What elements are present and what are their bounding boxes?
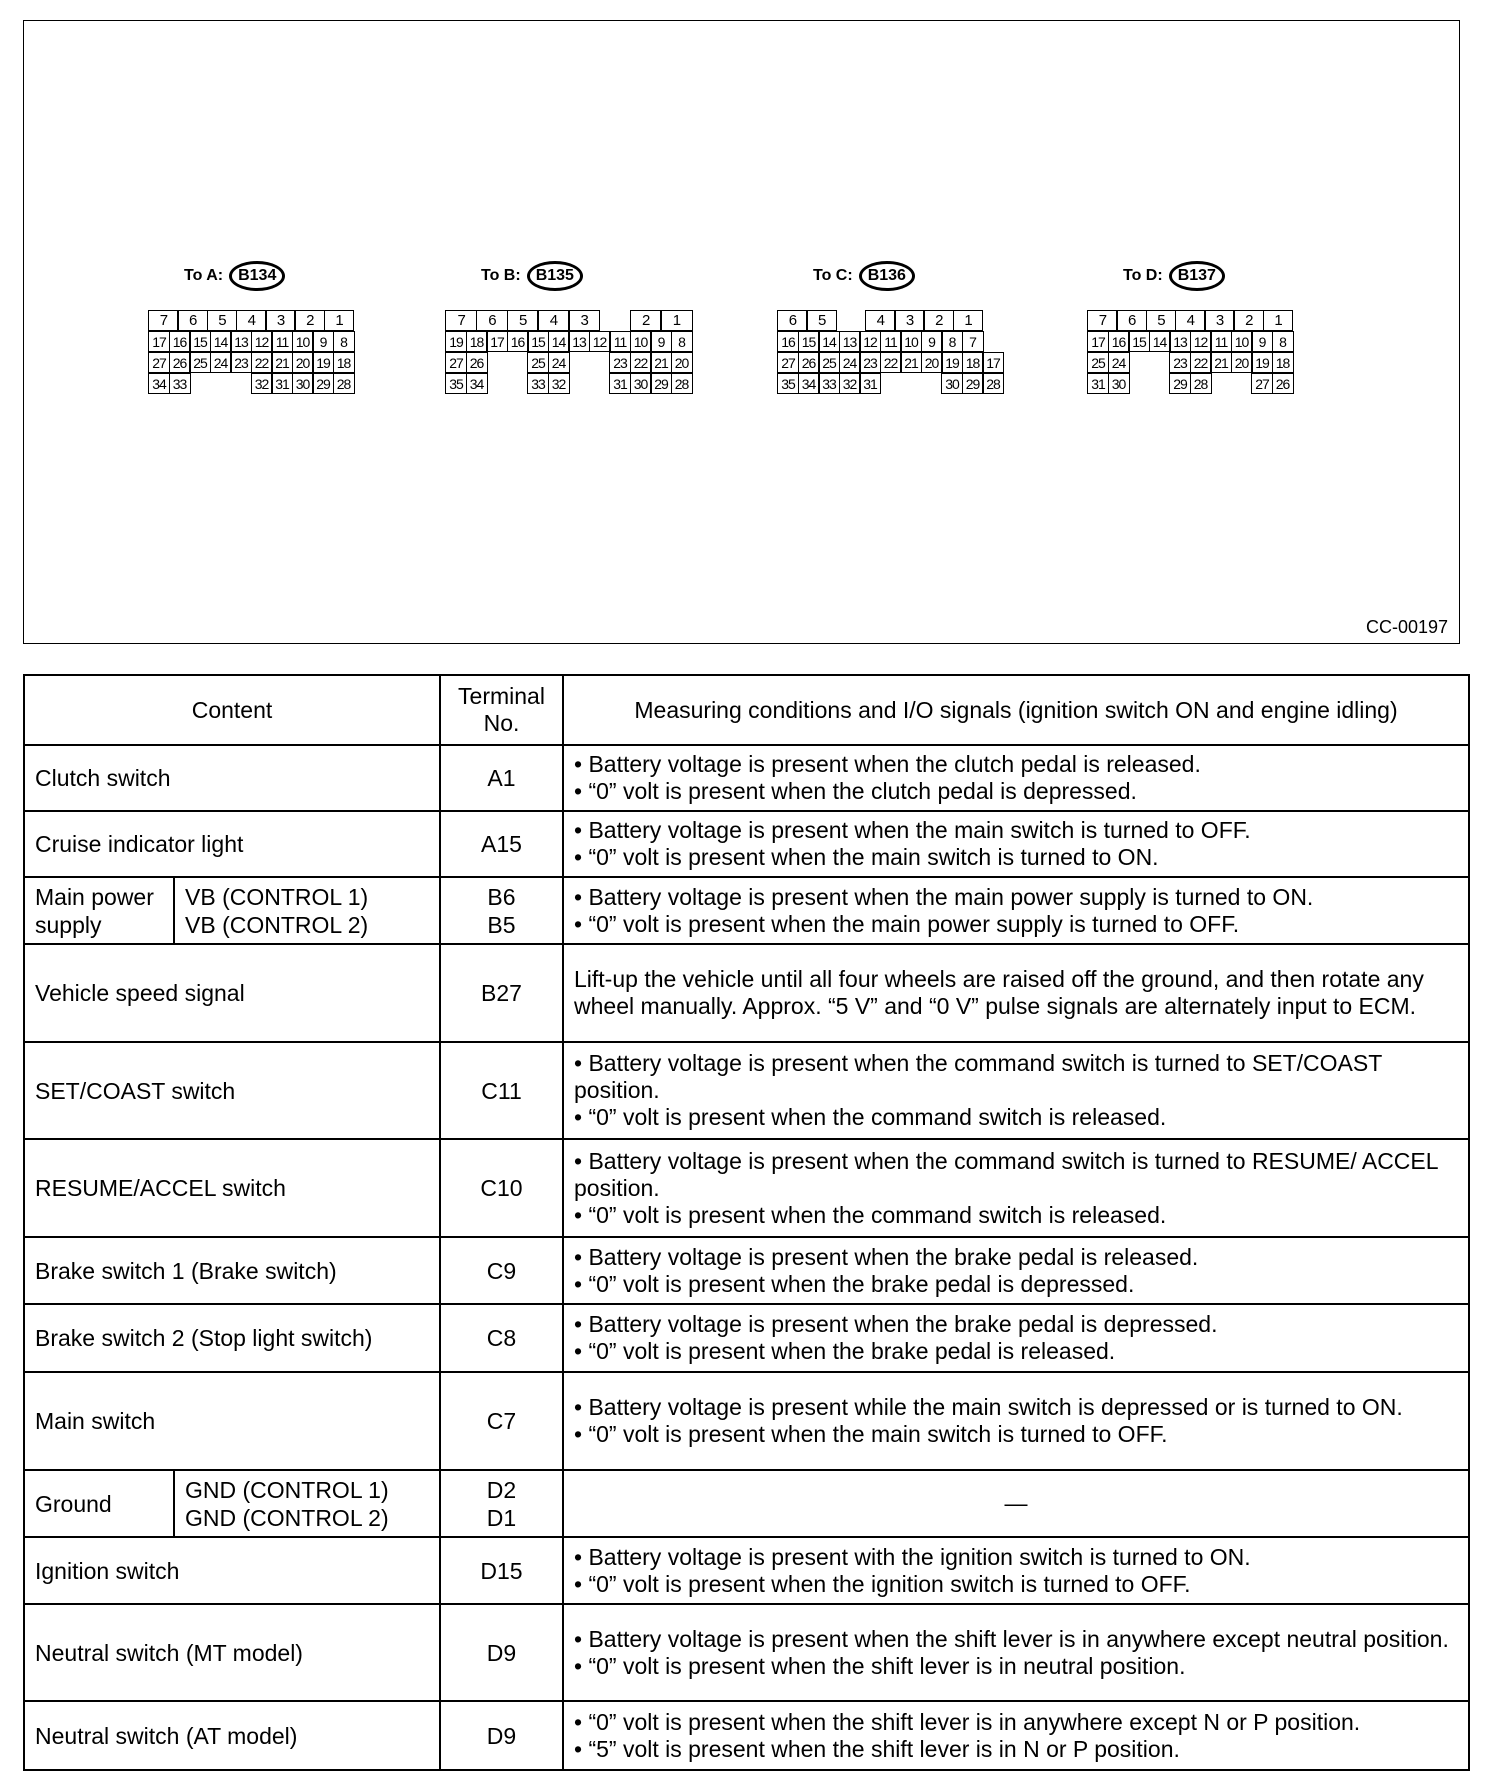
pin: 22 bbox=[630, 352, 652, 373]
pin: 31 bbox=[271, 373, 293, 394]
pin: 7 bbox=[445, 310, 477, 331]
condition-line: • Battery voltage is present when the brake pedal is depressed. bbox=[574, 1311, 1218, 1337]
pin: 22 bbox=[1190, 352, 1212, 373]
header-terminal: Terminal No. bbox=[440, 675, 563, 745]
pin: 24 bbox=[1108, 352, 1130, 373]
pin: 5 bbox=[806, 310, 837, 331]
pin: 26 bbox=[798, 352, 820, 373]
connector-label: To A: bbox=[184, 267, 224, 284]
content-cell: Ignition switch bbox=[24, 1537, 440, 1604]
pin: 25 bbox=[818, 352, 840, 373]
terminal-no: C9 bbox=[440, 1237, 563, 1304]
pin: 27 bbox=[445, 352, 467, 373]
condition-line: • Battery voltage is present when the brake pedal is released. bbox=[574, 1243, 1199, 1270]
pin: 14 bbox=[548, 331, 570, 352]
condition-line: • “0” volt is present when the shift lever is in neutral position. bbox=[574, 1652, 1186, 1679]
pin bbox=[210, 373, 232, 394]
terminal-no: B6 bbox=[487, 883, 516, 910]
sub-content: GND (CONTROL 1) bbox=[185, 1476, 389, 1503]
content-cell: Ground bbox=[24, 1470, 174, 1537]
pin bbox=[486, 352, 508, 373]
pin bbox=[900, 373, 922, 394]
pin: 24 bbox=[839, 352, 861, 373]
pin: 28 bbox=[333, 373, 355, 394]
pin: 6 bbox=[777, 310, 808, 331]
figure-code: CC-00197 bbox=[1365, 617, 1448, 637]
pin bbox=[1149, 352, 1171, 373]
pin: 20 bbox=[292, 352, 314, 373]
terminal-no: D1 bbox=[486, 1504, 517, 1531]
pin bbox=[1231, 373, 1253, 394]
pin: 35 bbox=[445, 373, 467, 394]
terminal-no: A1 bbox=[440, 745, 563, 811]
table-row bbox=[24, 1139, 1469, 1237]
pin: 8 bbox=[671, 331, 693, 352]
pin bbox=[921, 373, 943, 394]
pin: 8 bbox=[1272, 331, 1294, 352]
pin: 7 bbox=[148, 310, 179, 331]
condition-line: • Battery voltage is present when the command switch is turned to SET/COAST position. bbox=[574, 1050, 1382, 1103]
condition-line: • “0” volt is present when the command switch is released. bbox=[574, 1201, 1167, 1228]
pin: 31 bbox=[859, 373, 881, 394]
pin: 5 bbox=[207, 310, 238, 331]
pin: 22 bbox=[880, 352, 902, 373]
header-content: Content bbox=[24, 675, 440, 745]
pin: 32 bbox=[251, 373, 273, 394]
table-row bbox=[24, 811, 1469, 877]
content-cell: Vehicle speed signal bbox=[24, 944, 440, 1042]
pin: 2 bbox=[294, 310, 325, 331]
pin: 30 bbox=[941, 373, 963, 394]
terminal-no: B5 bbox=[487, 911, 516, 938]
connector-label: To D: bbox=[1123, 267, 1163, 284]
sub-content: VB (CONTROL 1) bbox=[185, 883, 369, 910]
pin: 28 bbox=[671, 373, 693, 394]
condition-line: • “0” volt is present when the ignition switch is turned to OFF. bbox=[574, 1570, 1191, 1597]
pin: 19 bbox=[941, 352, 963, 373]
condition-line: • “5” volt is present when the shift lever is in N or P position. bbox=[574, 1735, 1180, 1762]
pin: 16 bbox=[777, 331, 799, 352]
condition-line: • Battery voltage is present when the main power supply is turned to ON. bbox=[574, 883, 1314, 910]
condition-line: • “0” volt is present when the brake pedal is released. bbox=[574, 1338, 1116, 1364]
pin: 4 bbox=[1175, 310, 1206, 331]
pin: 29 bbox=[312, 373, 334, 394]
pin: 20 bbox=[1231, 352, 1253, 373]
pin: 2 bbox=[1233, 310, 1264, 331]
pin: 4 bbox=[236, 310, 267, 331]
pin bbox=[230, 373, 252, 394]
content-cell: Cruise indicator light bbox=[24, 811, 440, 877]
pin bbox=[507, 373, 529, 394]
pin: 3 bbox=[894, 310, 925, 331]
content-cell: Neutral switch (MT model) bbox=[24, 1604, 440, 1701]
table-row bbox=[24, 745, 1469, 811]
pin: 27 bbox=[1251, 373, 1273, 394]
pin bbox=[589, 373, 611, 394]
condition-line: • Battery voltage is present with the ignition switch is turned to ON. bbox=[574, 1543, 1251, 1570]
condition-line: — bbox=[1004, 1490, 1028, 1516]
pin bbox=[486, 373, 508, 394]
pin bbox=[880, 373, 902, 394]
pin: 1 bbox=[953, 310, 984, 331]
pin: 29 bbox=[962, 373, 984, 394]
pin: 19 bbox=[445, 331, 467, 352]
pin: 11 bbox=[271, 331, 293, 352]
pin: 9 bbox=[1251, 331, 1273, 352]
terminal-no: C7 bbox=[440, 1372, 563, 1470]
pin: 21 bbox=[271, 352, 293, 373]
pin: 29 bbox=[1169, 373, 1191, 394]
pin: 17 bbox=[148, 331, 170, 352]
connector-code: B134 bbox=[229, 261, 285, 291]
pin bbox=[589, 352, 611, 373]
table-row bbox=[24, 1470, 1469, 1537]
condition-line: • “0” volt is present when the command switch is released. bbox=[574, 1104, 1167, 1130]
pin bbox=[1128, 373, 1150, 394]
pin: 18 bbox=[1272, 352, 1294, 373]
pin: 5 bbox=[507, 310, 539, 331]
pin: 6 bbox=[177, 310, 208, 331]
pin: 21 bbox=[1210, 352, 1232, 373]
condition-line: • Battery voltage is present when the command switch is turned to RESUME/ ACCEL position. bbox=[574, 1147, 1438, 1201]
pin: 13 bbox=[568, 331, 590, 352]
pin: 9 bbox=[650, 331, 672, 352]
pin: 25 bbox=[527, 352, 549, 373]
pin: 7 bbox=[962, 331, 984, 352]
pin bbox=[599, 310, 631, 331]
condition-line: • Battery voltage is present when the shift lever is in anywhere except neutral position. bbox=[574, 1625, 1449, 1652]
terminal-no: D9 bbox=[440, 1701, 563, 1770]
condition-line: • “0” volt is present when the main switch is turned to OFF. bbox=[574, 1421, 1168, 1447]
table-row bbox=[24, 1604, 1469, 1701]
pin bbox=[1128, 352, 1150, 373]
condition-line: • “0” volt is present when the main switch is turned to ON. bbox=[574, 844, 1159, 870]
pin: 27 bbox=[777, 352, 799, 373]
pin: 16 bbox=[1108, 331, 1130, 352]
condition-line: • Battery voltage is present while the main switch is depressed or is turned to ON. bbox=[574, 1394, 1403, 1420]
table-row bbox=[24, 877, 1469, 944]
table-row bbox=[24, 1237, 1469, 1304]
table-row bbox=[24, 1304, 1469, 1372]
pin: 16 bbox=[169, 331, 191, 352]
pin: 15 bbox=[189, 331, 211, 352]
pin bbox=[189, 373, 211, 394]
pin: 27 bbox=[148, 352, 170, 373]
pin: 30 bbox=[1108, 373, 1130, 394]
pin: 24 bbox=[210, 352, 232, 373]
condition-line: • Battery voltage is present when the clutch pedal is released. bbox=[574, 751, 1201, 777]
sub-content: GND (CONTROL 2) bbox=[185, 1504, 389, 1531]
table-row bbox=[24, 1701, 1469, 1770]
pin: 23 bbox=[230, 352, 252, 373]
pin: 26 bbox=[1272, 373, 1294, 394]
pin: 32 bbox=[548, 373, 570, 394]
pin bbox=[1210, 373, 1232, 394]
pin: 23 bbox=[859, 352, 881, 373]
pin: 9 bbox=[312, 331, 334, 352]
pin: 4 bbox=[865, 310, 896, 331]
pin: 12 bbox=[859, 331, 881, 352]
pin: 33 bbox=[818, 373, 840, 394]
terminal-no: B27 bbox=[440, 944, 563, 1042]
pin: 10 bbox=[900, 331, 922, 352]
terminal-no: A15 bbox=[440, 811, 563, 877]
connector-label: To B: bbox=[481, 267, 521, 284]
pin: 20 bbox=[671, 352, 693, 373]
pin: 33 bbox=[169, 373, 191, 394]
pin: 17 bbox=[982, 352, 1004, 373]
connector-d bbox=[1087, 258, 1292, 394]
pin: 33 bbox=[527, 373, 549, 394]
pin: 14 bbox=[210, 331, 232, 352]
condition-line: • “0” volt is present when the shift lever is in anywhere except N or P position. bbox=[574, 1708, 1361, 1735]
pin: 1 bbox=[660, 310, 692, 331]
pin: 30 bbox=[630, 373, 652, 394]
pin: 4 bbox=[537, 310, 569, 331]
terminal-no: C11 bbox=[440, 1042, 563, 1139]
pin: 21 bbox=[650, 352, 672, 373]
pin: 19 bbox=[1251, 352, 1273, 373]
pin: 35 bbox=[777, 373, 799, 394]
pin: 15 bbox=[527, 331, 549, 352]
content-cell: Main power supply bbox=[24, 877, 174, 944]
condition-line: • “0” volt is present when the main power supply is turned to OFF. bbox=[574, 910, 1240, 937]
pin: 18 bbox=[466, 331, 488, 352]
pin: 34 bbox=[148, 373, 170, 394]
connector-c bbox=[777, 258, 1003, 394]
pin: 11 bbox=[880, 331, 902, 352]
content-cell: RESUME/ACCEL switch bbox=[24, 1139, 440, 1237]
connector-a bbox=[148, 258, 353, 394]
pin: 11 bbox=[1210, 331, 1232, 352]
pin: 34 bbox=[798, 373, 820, 394]
pin: 25 bbox=[189, 352, 211, 373]
content-cell: Brake switch 2 (Stop light switch) bbox=[24, 1304, 440, 1372]
condition-line: • Battery voltage is present when the main switch is turned to OFF. bbox=[574, 817, 1251, 843]
pin: 3 bbox=[568, 310, 600, 331]
pin: 24 bbox=[548, 352, 570, 373]
pin: 5 bbox=[1146, 310, 1177, 331]
pin: 20 bbox=[921, 352, 943, 373]
terminal-no: C8 bbox=[440, 1304, 563, 1372]
pin: 7 bbox=[1087, 310, 1118, 331]
pin bbox=[836, 310, 867, 331]
terminal-no: D15 bbox=[440, 1537, 563, 1604]
pin: 32 bbox=[839, 373, 861, 394]
pin: 21 bbox=[900, 352, 922, 373]
pin: 13 bbox=[1169, 331, 1191, 352]
pin: 18 bbox=[333, 352, 355, 373]
content-cell: Main switch bbox=[24, 1372, 440, 1470]
condition-line: • “0” volt is present when the clutch pedal is depressed. bbox=[574, 778, 1137, 804]
pin: 6 bbox=[476, 310, 508, 331]
pin bbox=[1149, 373, 1171, 394]
content-cell: Clutch switch bbox=[24, 745, 440, 811]
pin: 6 bbox=[1116, 310, 1147, 331]
pin: 3 bbox=[265, 310, 296, 331]
pin: 15 bbox=[1128, 331, 1150, 352]
pin: 3 bbox=[1204, 310, 1235, 331]
pin: 9 bbox=[921, 331, 943, 352]
pin: 12 bbox=[251, 331, 273, 352]
pin: 10 bbox=[292, 331, 314, 352]
connector-b bbox=[445, 258, 691, 394]
table-row bbox=[24, 1372, 1469, 1470]
terminal-no: C10 bbox=[440, 1139, 563, 1237]
pin: 2 bbox=[923, 310, 954, 331]
condition-line: Lift-up the vehicle until all four wheels are raised off the ground, and then rotate any wheel manually. Approx. “5 V” and “0 V” pulse signals are alternately input to ECM. bbox=[574, 966, 1424, 1019]
pin: 25 bbox=[1087, 352, 1109, 373]
content-cell: Brake switch 1 (Brake switch) bbox=[24, 1237, 440, 1304]
pin: 18 bbox=[962, 352, 984, 373]
pin: 2 bbox=[630, 310, 662, 331]
content-cell: SET/COAST switch bbox=[24, 1042, 440, 1139]
connector-code: B135 bbox=[527, 261, 583, 291]
pin: 12 bbox=[589, 331, 611, 352]
condition-line: • “0” volt is present when the brake pedal is depressed. bbox=[574, 1270, 1135, 1297]
connector-code: B136 bbox=[859, 261, 915, 291]
pin bbox=[568, 373, 590, 394]
terminal-no: D9 bbox=[440, 1604, 563, 1701]
pin: 15 bbox=[798, 331, 820, 352]
table-row bbox=[24, 1042, 1469, 1139]
pin: 19 bbox=[312, 352, 334, 373]
pin: 8 bbox=[333, 331, 355, 352]
pin: 23 bbox=[609, 352, 631, 373]
pin: 30 bbox=[292, 373, 314, 394]
sub-content: VB (CONTROL 2) bbox=[185, 911, 369, 938]
pin: 31 bbox=[1087, 373, 1109, 394]
pin: 26 bbox=[466, 352, 488, 373]
header-conditions: Measuring conditions and I/O signals (ignition switch ON and engine idling) bbox=[563, 675, 1469, 745]
table-row bbox=[24, 1537, 1469, 1604]
pin: 1 bbox=[1263, 310, 1294, 331]
pin: 11 bbox=[609, 331, 631, 352]
pin: 16 bbox=[507, 331, 529, 352]
pin: 28 bbox=[982, 373, 1004, 394]
pin: 31 bbox=[609, 373, 631, 394]
pin: 34 bbox=[466, 373, 488, 394]
pin: 10 bbox=[630, 331, 652, 352]
pin: 10 bbox=[1231, 331, 1253, 352]
pin: 29 bbox=[650, 373, 672, 394]
pin bbox=[568, 352, 590, 373]
pin: 22 bbox=[251, 352, 273, 373]
pin: 8 bbox=[941, 331, 963, 352]
pin: 14 bbox=[1149, 331, 1171, 352]
pin: 13 bbox=[230, 331, 252, 352]
pin: 1 bbox=[324, 310, 355, 331]
pin: 23 bbox=[1169, 352, 1191, 373]
connector-code: B137 bbox=[1169, 261, 1225, 291]
pin: 12 bbox=[1190, 331, 1212, 352]
pin: 17 bbox=[1087, 331, 1109, 352]
pin: 14 bbox=[818, 331, 840, 352]
terminal-table bbox=[23, 674, 1470, 1771]
table-row bbox=[24, 944, 1469, 1042]
connector-label: To C: bbox=[813, 267, 853, 284]
terminal-no: D2 bbox=[486, 1476, 517, 1503]
pin bbox=[507, 352, 529, 373]
pin: 13 bbox=[839, 331, 861, 352]
pin: 28 bbox=[1190, 373, 1212, 394]
content-cell: Neutral switch (AT model) bbox=[24, 1701, 440, 1770]
pin: 26 bbox=[169, 352, 191, 373]
pin: 17 bbox=[486, 331, 508, 352]
